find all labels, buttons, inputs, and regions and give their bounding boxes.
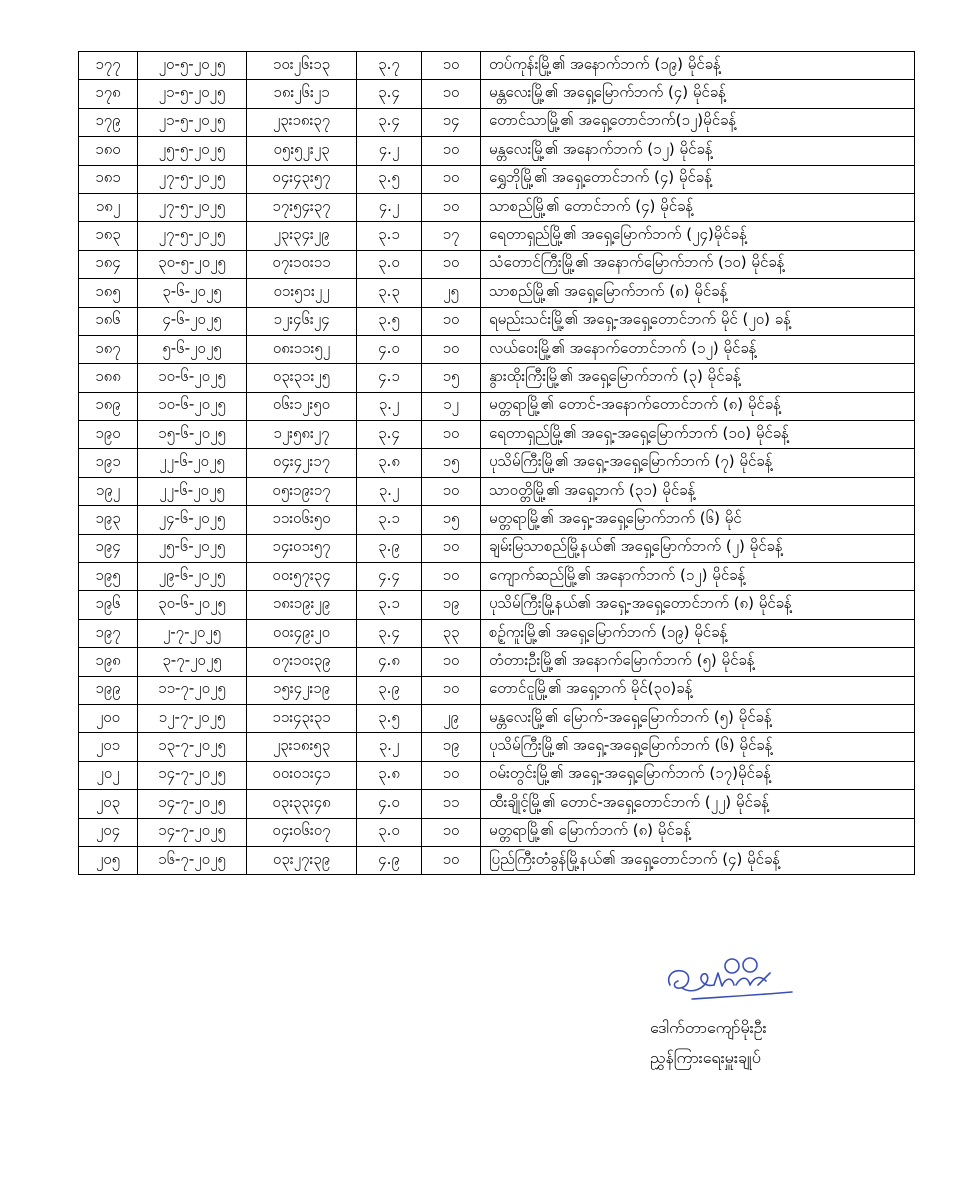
table-row — [79, 392, 915, 420]
event-date-cell: ၁၄-၇-၂၀၂၅ — [138, 818, 247, 846]
event-depth-cell: ၁၀ — [422, 534, 481, 562]
table-row — [79, 52, 915, 80]
event-location-cell: တပ်ကုန်းမြို့၏ အနောက်ဘက် (၁၉) မိုင်ခန့် — [481, 52, 915, 80]
event-date-cell: ၂၉-၆-၂၀၂၅ — [138, 563, 247, 591]
event-magnitude-cell: ၄.၀ — [357, 790, 422, 818]
event-number-cell: ၁၉၅ — [79, 563, 138, 591]
event-date-cell: ၃-၆-၂၀၂၅ — [138, 279, 247, 307]
event-time-cell: ၀၁း၅၁း၂၂ — [247, 279, 357, 307]
event-number-cell: ၂၀၀ — [79, 704, 138, 732]
event-location-cell: ထီးချိုင့်မြို့၏ တောင်-အရှေ့တောင်ဘက် (၂၂) မိုင်ခန့် — [481, 790, 915, 818]
event-depth-cell: ၁၀ — [422, 563, 481, 591]
event-date-cell: ၁၃-၇-၂၀၂၅ — [138, 733, 247, 761]
event-number-cell: ၁၈၅ — [79, 279, 138, 307]
event-time-cell: ၀၀း၀၁း၄၁ — [247, 761, 357, 789]
event-magnitude-cell: ၃.၂ — [357, 392, 422, 420]
event-location-cell: နွားထိုးကြီးမြို့၏ အရှေ့မြောက်ဘက် (၃) မိုင်ခန့် — [481, 364, 915, 392]
event-location-cell: လယ်ဝေးမြို့၏ အနောက်တောင်ဘက် (၁၂) မိုင်ခန့် — [481, 335, 915, 363]
event-number-cell: ၁၈၉ — [79, 392, 138, 420]
table-row — [79, 506, 915, 534]
table-row — [79, 222, 915, 250]
event-depth-cell: ၁၉ — [422, 591, 481, 619]
event-magnitude-cell: ၃.၄ — [357, 80, 422, 108]
table-row — [79, 619, 915, 647]
event-time-cell: ၁၁း၀၆း၅၀ — [247, 506, 357, 534]
table-row — [79, 846, 915, 874]
signature-block — [640, 955, 870, 1073]
event-time-cell: ၀၃း၃၁း၂၅ — [247, 364, 357, 392]
event-date-cell: ၁၂-၇-၂၀၂၅ — [138, 704, 247, 732]
event-date-cell: ၂၅-၆-၂၀၂၅ — [138, 534, 247, 562]
event-number-cell: ၁၉၁ — [79, 449, 138, 477]
event-location-cell: စဉ့်ကူးမြို့၏ အရှေ့မြောက်ဘက် (၁၉) မိုင်ခန့် — [481, 619, 915, 647]
event-date-cell: ၃၀-၆-၂၀၂၅ — [138, 591, 247, 619]
event-depth-cell: ၁၀ — [422, 137, 481, 165]
event-location-cell: ပုသိမ်ကြီးမြို့နယ်၏ အရှေ့-အရှေ့တောင်ဘက် (၈) မိုင်ခန့် — [481, 591, 915, 619]
event-time-cell: ၀၀း၄၉း၂၀ — [247, 619, 357, 647]
event-time-cell: ၀၅း၁၉း၁၇ — [247, 477, 357, 505]
event-time-cell: ၁၈း၂၆း၂၁ — [247, 80, 357, 108]
event-location-cell: ပုသိမ်ကြီးမြို့၏ အရှေ့-အရှေ့မြောက်ဘက် (၆) မိုင်ခန့် — [481, 733, 915, 761]
event-time-cell: ၁၅း၄၂း၁၉ — [247, 676, 357, 704]
event-date-cell: ၂၇-၅-၂၀၂၅ — [138, 193, 247, 221]
event-number-cell: ၁၈၀ — [79, 137, 138, 165]
event-magnitude-cell: ၃.၈ — [357, 449, 422, 477]
event-number-cell: ၂၀၅ — [79, 846, 138, 874]
event-time-cell: ၀၈း၁၁း၅၂ — [247, 335, 357, 363]
event-depth-cell: ၁၀ — [422, 421, 481, 449]
event-number-cell: ၁၈၆ — [79, 307, 138, 335]
event-depth-cell: ၂၅ — [422, 279, 481, 307]
event-magnitude-cell: ၃.၄ — [357, 108, 422, 136]
event-number-cell: ၁၉၇ — [79, 619, 138, 647]
event-magnitude-cell: ၄.၄ — [357, 563, 422, 591]
event-location-cell: ရမည်းသင်းမြို့၏ အရှေ့-အရှေ့တောင်ဘက် မိုင် (၂၀) ခန့် — [481, 307, 915, 335]
table-row — [79, 704, 915, 732]
event-location-cell: မတ္တရာမြို့၏ အရှေ့-အရှေ့မြောက်ဘက် (၆) မိုင် — [481, 506, 915, 534]
table-row — [79, 80, 915, 108]
event-location-cell: သံတောင်ကြီးမြို့၏ အနောက်မြောက်ဘက် (၁၀) မိုင်ခန့် — [481, 250, 915, 278]
event-time-cell: ၂၃း၃၄း၂၉ — [247, 222, 357, 250]
event-time-cell: ၁၇း၅၄း၃၇ — [247, 193, 357, 221]
event-time-cell: ၀၄း၄၂း၁၇ — [247, 449, 357, 477]
event-number-cell: ၂၀၃ — [79, 790, 138, 818]
event-date-cell: ၅-၆-၂၀၂၅ — [138, 335, 247, 363]
earthquake-table — [78, 51, 915, 875]
event-depth-cell: ၁၀ — [422, 818, 481, 846]
table-row — [79, 250, 915, 278]
event-magnitude-cell: ၄.၀ — [357, 335, 422, 363]
table-row — [79, 193, 915, 221]
event-number-cell: ၁၉၉ — [79, 676, 138, 704]
event-magnitude-cell: ၄.၉ — [357, 846, 422, 874]
event-depth-cell: ၁၀ — [422, 250, 481, 278]
event-magnitude-cell: ၃.၀ — [357, 250, 422, 278]
event-number-cell: ၁၉၂ — [79, 477, 138, 505]
table-row — [79, 477, 915, 505]
event-number-cell: ၂၀၂ — [79, 761, 138, 789]
event-location-cell: ပုသိမ်ကြီးမြို့၏ အရှေ့-အရှေ့မြောက်ဘက် (၇) မိုင်ခန့် — [481, 449, 915, 477]
event-time-cell: ၁၈း၁၉း၂၉ — [247, 591, 357, 619]
event-depth-cell: ၁၄ — [422, 108, 481, 136]
event-depth-cell: ၁၅ — [422, 506, 481, 534]
event-depth-cell: ၁၂ — [422, 392, 481, 420]
event-magnitude-cell: ၃.၃ — [357, 279, 422, 307]
event-location-cell: မတ္တရာမြို့၏ မြောက်ဘက် (၈) မိုင်ခန့် — [481, 818, 915, 846]
event-magnitude-cell: ၃.၄ — [357, 421, 422, 449]
event-depth-cell: ၁၀ — [422, 193, 481, 221]
event-time-cell: ၀၆း၁၂း၅၀ — [247, 392, 357, 420]
table-row — [79, 648, 915, 676]
event-location-cell: ကျောက်ဆည်မြို့၏ အနောက်ဘက် (၁၂) မိုင်ခန့် — [481, 563, 915, 591]
event-date-cell: ၃၀-၅-၂၀၂၅ — [138, 250, 247, 278]
event-depth-cell: ၁၀ — [422, 477, 481, 505]
event-number-cell: ၁၇၈ — [79, 80, 138, 108]
event-number-cell: ၁၉၄ — [79, 534, 138, 562]
table-row — [79, 279, 915, 307]
table-row — [79, 790, 915, 818]
table-row — [79, 165, 915, 193]
event-magnitude-cell: ၃.၀ — [357, 818, 422, 846]
event-number-cell: ၁၉၆ — [79, 591, 138, 619]
event-number-cell: ၁၈၂ — [79, 193, 138, 221]
event-location-cell: ရွှေဘိုမြို့၏ အရှေ့တောင်ဘက် (၄) မိုင်ခန့် — [481, 165, 915, 193]
table-row — [79, 534, 915, 562]
event-time-cell: ၀၀း၅၇း၃၄ — [247, 563, 357, 591]
event-location-cell: သာစည်မြို့၏ အရှေ့မြောက်ဘက် (၈) မိုင်ခန့် — [481, 279, 915, 307]
event-number-cell: ၁၉၀ — [79, 421, 138, 449]
event-date-cell: ၂၁-၅-၂၀၂၅ — [138, 80, 247, 108]
event-depth-cell: ၁၉ — [422, 733, 481, 761]
event-depth-cell: ၁၀ — [422, 846, 481, 874]
event-depth-cell: ၁၀ — [422, 165, 481, 193]
event-location-cell: မန္တလေးမြို့၏ အနောက်ဘက် (၁၂) မိုင်ခန့် — [481, 137, 915, 165]
event-time-cell: ၀၄း၀၆း၀၇ — [247, 818, 357, 846]
event-time-cell: ၂၃း၁၈း၃၇ — [247, 108, 357, 136]
event-number-cell: ၁၇၉ — [79, 108, 138, 136]
event-time-cell: ၁၀း၂၆း၁၃ — [247, 52, 357, 80]
event-magnitude-cell: ၃.၈ — [357, 761, 422, 789]
event-magnitude-cell: ၄.၁ — [357, 364, 422, 392]
event-number-cell: ၂၀၁ — [79, 733, 138, 761]
event-number-cell: ၁၈၃ — [79, 222, 138, 250]
event-magnitude-cell: ၃.၁ — [357, 591, 422, 619]
event-date-cell: ၂၅-၅-၂၀၂၅ — [138, 137, 247, 165]
event-number-cell: ၁၈၇ — [79, 335, 138, 363]
event-location-cell: ချမ်းမြသာစည်မြို့နယ်၏ အရှေ့မြောက်ဘက် (၂) မိုင်ခန့် — [481, 534, 915, 562]
event-time-cell: ၀၅း၅၂း၂၃ — [247, 137, 357, 165]
event-magnitude-cell: ၃.၅ — [357, 704, 422, 732]
event-location-cell: တောင်ငူမြို့၏ အရှေ့ဘက် မိုင်(၃၀)ခန့် — [481, 676, 915, 704]
table-body — [79, 52, 915, 875]
event-depth-cell: ၁၀ — [422, 761, 481, 789]
event-date-cell: ၁၀-၆-၂၀၂၅ — [138, 392, 247, 420]
event-magnitude-cell: ၃.၁ — [357, 222, 422, 250]
event-magnitude-cell: ၃.၄ — [357, 619, 422, 647]
event-date-cell: ၁၄-၇-၂၀၂၅ — [138, 790, 247, 818]
event-number-cell: ၁၈၄ — [79, 250, 138, 278]
event-date-cell: ၂၂-၆-၂၀၂၅ — [138, 477, 247, 505]
event-location-cell: မတ္တရာမြို့၏ တောင်-အနောက်တောင်ဘက် (၈) မိုင်ခန့် — [481, 392, 915, 420]
event-depth-cell: ၁၀ — [422, 80, 481, 108]
event-date-cell: ၂၇-၅-၂၀၂၅ — [138, 165, 247, 193]
table-row — [79, 563, 915, 591]
event-depth-cell: ၁၀ — [422, 676, 481, 704]
table-row — [79, 591, 915, 619]
event-date-cell: ၁၄-၇-၂၀၂၅ — [138, 761, 247, 789]
event-time-cell: ၁၂း၅၈း၂၇ — [247, 421, 357, 449]
event-date-cell: ၂၇-၅-၂၀၂၅ — [138, 222, 247, 250]
table-row — [79, 335, 915, 363]
event-date-cell: ၂၁-၅-၂၀၂၅ — [138, 108, 247, 136]
table-row — [79, 307, 915, 335]
event-time-cell: ၁၁း၄၃း၃၁ — [247, 704, 357, 732]
event-date-cell: ၁၅-၆-၂၀၂၅ — [138, 421, 247, 449]
event-location-cell: ရေတာရှည်မြို့၏ အရှေ့မြောက်ဘက် (၂၄)မိုင်ခန့် — [481, 222, 915, 250]
event-magnitude-cell: ၃.၅ — [357, 307, 422, 335]
event-depth-cell: ၁၅ — [422, 449, 481, 477]
table-row — [79, 818, 915, 846]
event-date-cell: ၂၀-၅-၂၀၂၅ — [138, 52, 247, 80]
event-magnitude-cell: ၃.၉ — [357, 676, 422, 704]
event-location-cell: သာစည်မြို့၏ တောင်ဘက် (၄) မိုင်ခန့် — [481, 193, 915, 221]
event-number-cell: ၁၉၈ — [79, 648, 138, 676]
event-date-cell: ၃-၇-၂၀၂၅ — [138, 648, 247, 676]
event-number-cell: ၂၀၄ — [79, 818, 138, 846]
event-magnitude-cell: ၃.၁ — [357, 506, 422, 534]
event-location-cell: ပြည်ကြီးတံခွန်မြို့နယ်၏ အရှေ့တောင်ဘက် (၄) မိုင်ခန့် — [481, 846, 915, 874]
event-time-cell: ၀၃း၂၇း၃၉ — [247, 846, 357, 874]
event-time-cell: ၀၇း၁၀း၁၁ — [247, 250, 357, 278]
event-depth-cell: ၁၀ — [422, 335, 481, 363]
event-number-cell: ၁၇၇ — [79, 52, 138, 80]
event-magnitude-cell: ၄.၂ — [357, 137, 422, 165]
event-magnitude-cell: ၃.၇ — [357, 52, 422, 80]
event-depth-cell: ၁၅ — [422, 364, 481, 392]
event-depth-cell: ၃၃ — [422, 619, 481, 647]
event-date-cell: ၂၂-၆-၂၀၂၅ — [138, 449, 247, 477]
handwritten-signature — [662, 955, 797, 1013]
event-location-cell: ဝမ်းတွင်းမြို့၏ အရှေ့-အရှေ့မြောက်ဘက် (၁၇)မိုင်ခန့် — [481, 761, 915, 789]
event-time-cell: ၁၂း၄၆း၂၄ — [247, 307, 357, 335]
event-time-cell: ၀၄း၄၃း၅၇ — [247, 165, 357, 193]
event-depth-cell: ၁၀ — [422, 307, 481, 335]
event-date-cell: ၁၆-၇-၂၀၂၅ — [138, 846, 247, 874]
table-row — [79, 421, 915, 449]
table-row — [79, 137, 915, 165]
event-location-cell: တောင်သာမြို့၏ အရှေ့တောင်ဘက်(၁၂)မိုင်ခန့် — [481, 108, 915, 136]
event-date-cell: ၁၁-၇-၂၀၂၅ — [138, 676, 247, 704]
event-magnitude-cell: ၃.၉ — [357, 534, 422, 562]
event-number-cell: ၁၈၁ — [79, 165, 138, 193]
event-location-cell: မန္တလေးမြို့၏ မြောက်-အရှေ့မြောက်ဘက် (၅) မိုင်ခန့် — [481, 704, 915, 732]
event-depth-cell: ၁၀ — [422, 52, 481, 80]
event-depth-cell: ၁၁ — [422, 790, 481, 818]
table-row — [79, 364, 915, 392]
event-magnitude-cell: ၃.၅ — [357, 165, 422, 193]
event-magnitude-cell: ၄.၂ — [357, 193, 422, 221]
event-date-cell: ၄-၆-၂၀၂၅ — [138, 307, 247, 335]
event-date-cell: ၁၀-၆-၂၀၂၅ — [138, 364, 247, 392]
event-number-cell: ၁၈၈ — [79, 364, 138, 392]
table-row — [79, 733, 915, 761]
event-magnitude-cell: ၃.၂ — [357, 477, 422, 505]
event-location-cell: ရေတာရှည်မြို့၏ အရှေ့-အရှေ့မြောက်ဘက် (၁၀) မိုင်ခန့် — [481, 421, 915, 449]
event-depth-cell: ၂၉ — [422, 704, 481, 732]
event-time-cell: ၂၃း၁၈း၅၃ — [247, 733, 357, 761]
event-location-cell: သာဝတ္တိမြို့၏ အရှေ့ဘက် (၃၁) မိုင်ခန့် — [481, 477, 915, 505]
signatory-name: ဒေါက်တာကျော်မိုးဦး — [650, 1018, 767, 1037]
table-row — [79, 108, 915, 136]
event-location-cell: တံတားဦးမြို့၏ အနောက်မြောက်ဘက် (၅) မိုင်ခန့် — [481, 648, 915, 676]
event-date-cell: ၂-၇-၂၀၂၅ — [138, 619, 247, 647]
event-depth-cell: ၁၇ — [422, 222, 481, 250]
event-time-cell: ၀၃း၃၃း၄၈ — [247, 790, 357, 818]
event-location-cell: မန္တလေးမြို့၏ အရှေ့မြောက်ဘက် (၄) မိုင်ခန့် — [481, 80, 915, 108]
event-date-cell: ၂၄-၆-၂၀၂၅ — [138, 506, 247, 534]
event-depth-cell: ၁၀ — [422, 648, 481, 676]
table-row — [79, 761, 915, 789]
event-number-cell: ၁၉၃ — [79, 506, 138, 534]
table-row — [79, 676, 915, 704]
event-time-cell: ၀၇း၁၀း၃၉ — [247, 648, 357, 676]
signatory-title: ညွှန်ကြားရေးမှူးချုပ် — [650, 1048, 761, 1067]
event-magnitude-cell: ၄.၈ — [357, 648, 422, 676]
event-magnitude-cell: ၃.၂ — [357, 733, 422, 761]
event-time-cell: ၁၄း၀၁း၅၇ — [247, 534, 357, 562]
table-row — [79, 449, 915, 477]
